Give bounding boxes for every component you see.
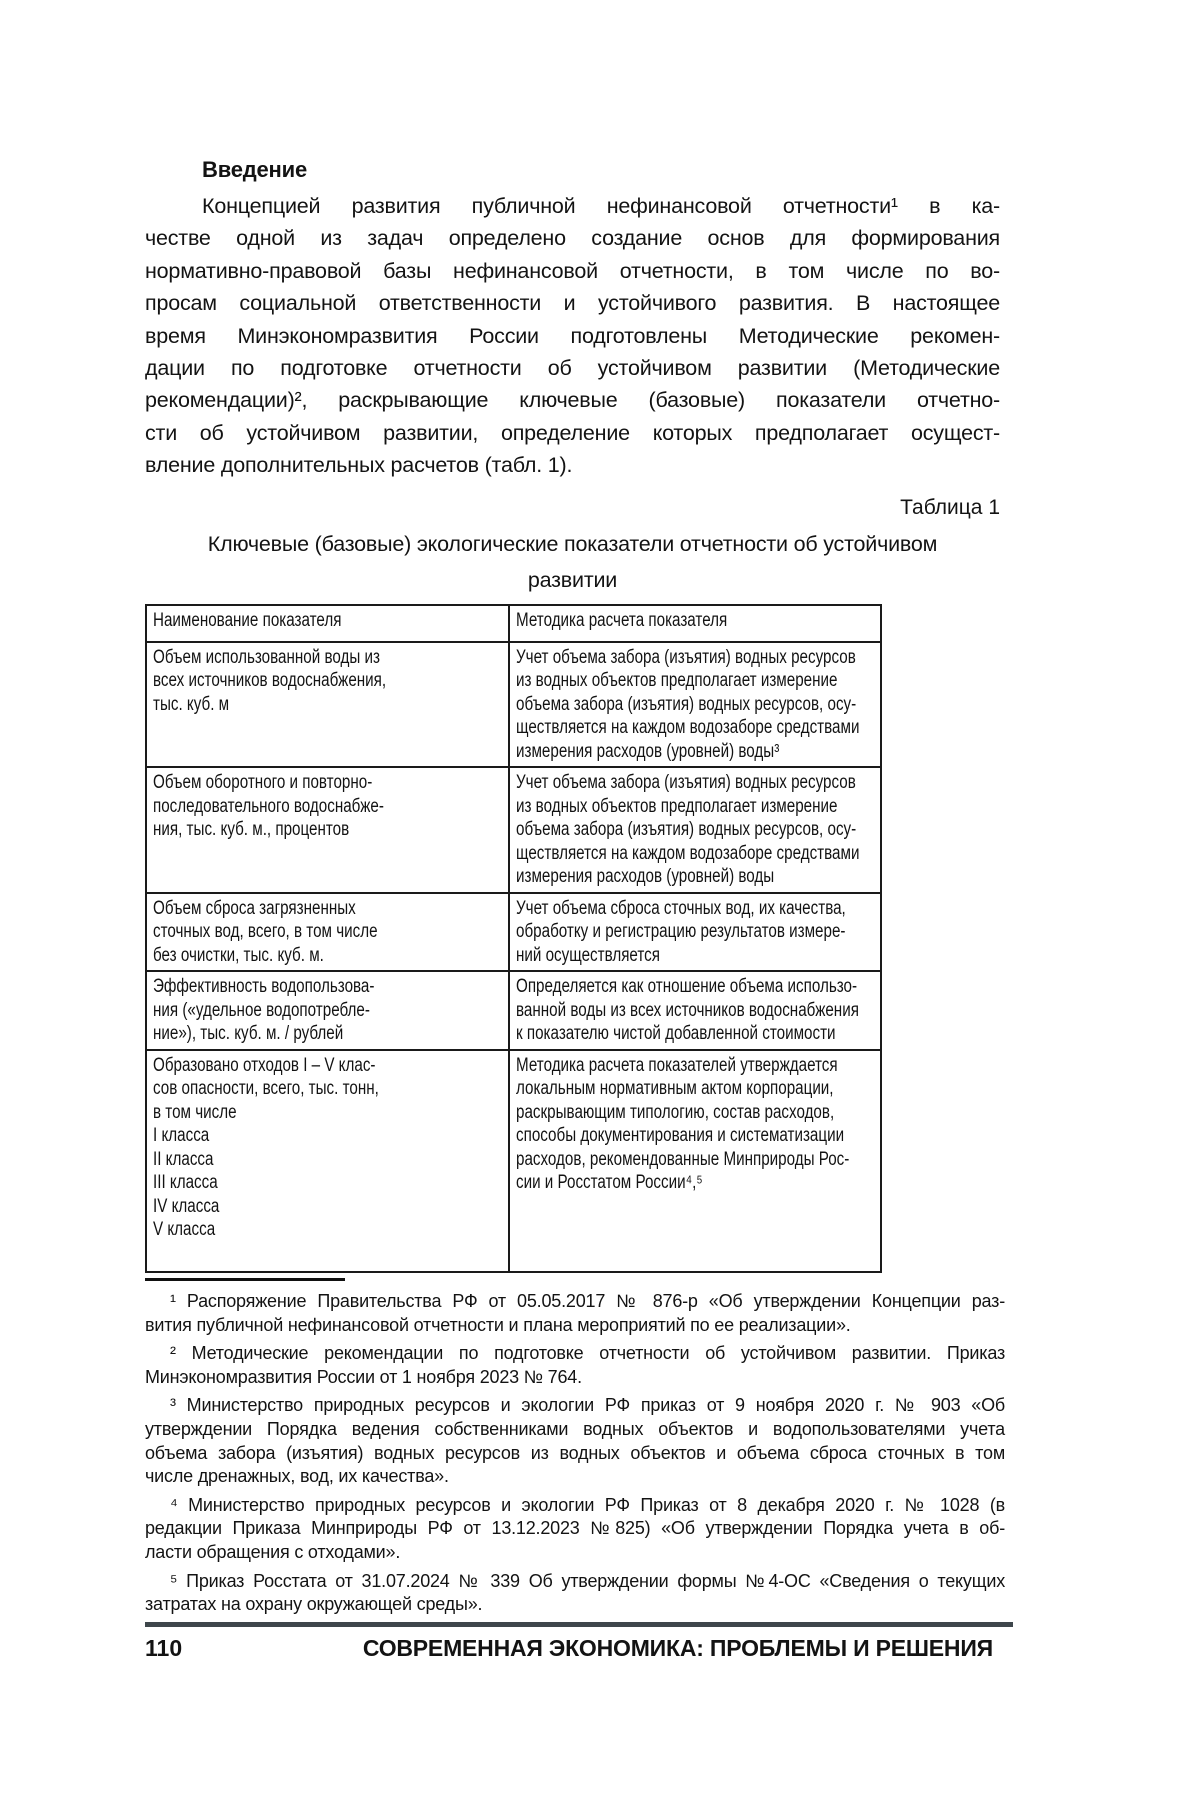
row-2-name-cell: Объем оборотного и повторно- последовательного водоснабже- ния, тыс. куб. м., процентов (146, 767, 509, 893)
paragraph-line: просам социальной ответственности и устойчивого развития. В настоящее (145, 291, 1000, 316)
paragraph-line: рекомендации)², раскрывающие ключевые (базовые) показатели отчетно- (145, 388, 1000, 413)
footnote-line: затратах на охрану окружающей среды». (145, 1594, 483, 1615)
footnote-line: Минэкономразвития России от 1 ноября 2023 № 764. (145, 1366, 582, 1387)
footnote-4 (145, 1494, 1005, 1565)
footnote-line: ⁵ Приказ Росстата от 31.07.2024 № 339 Об утверждении формы №4-ОС «Сведения о текущих (170, 1570, 1005, 1591)
footnote-line: утверждении Порядка ведения собственниками водных объектов и водопользователями учета (145, 1418, 1005, 1439)
footnote-line: ⁴ Министерство природных ресурсов и экологии РФ Приказ от 8 декабря 2020 г. № 1028 (в (170, 1494, 1005, 1515)
footnote-1 (145, 1290, 1005, 1337)
paragraph-line: нормативно-правовой базы нефинансовой отчетности, в том числе по во- (145, 258, 1000, 283)
paragraph-line: сти об устойчивом развитии, определение которых предполагает осущест- (145, 420, 1000, 445)
table-row (146, 893, 881, 972)
footnotes-section (145, 1278, 1005, 1622)
paragraph-line: честве одной из задач определено создание основ для формирования (145, 226, 1000, 251)
row-1-name-cell: Объем использованной воды из всех источников водоснабжения, тыс. куб. м (146, 642, 509, 768)
col-header-indicator-name: Наименование показателя (146, 605, 509, 642)
indicators-table (145, 604, 882, 1273)
intro-paragraph (145, 190, 1000, 482)
page-footer (145, 1633, 1013, 1663)
page-number: 110 (145, 1635, 183, 1661)
footnote-line: ¹ Распоряжение Правительства РФ от 05.05.2017 № 876-р «Об утверждении Концепции раз- (170, 1291, 1005, 1311)
footnote-line: объема забора (изъятия) водных ресурсов из водных объектов и объема сброса сточных в том (145, 1442, 1005, 1463)
row-5-method-cell: Методика расчета показателей утверждается локальным нормативным актом корпорации, раскрывающим типологию, состав расходов, способы документирования и систематизации расходов, рекомендованные Минприроды Рос- сии и Росстатом России⁴,⁵ (509, 1050, 881, 1272)
main-content (145, 154, 1000, 1273)
row-2-method-cell: Учет объема забора (изъятия) водных ресурсов из водных объектов предполагает измерение объема забора (изъятия) водных ресурсов, осу- ществляется на каждом водозаборе средствами измерения расходов (уровней) воды (509, 767, 881, 893)
row-3-method-cell: Учет объема сброса сточных вод, их качества, обработку и регистрацию результатов измере- ний осуществляется (509, 893, 881, 972)
footnote-line: вития публичной нефинансовой отчетности и плана мероприятий по ее реализации». (145, 1314, 851, 1335)
table-row (146, 767, 881, 893)
row-1-method-cell: Учет объема забора (изъятия) водных ресурсов из водных объектов предполагает измерение объема забора (изъятия) водных ресурсов, осу- ществляется на каждом водозаборе средствами измерения расходов (уровней) воды³ (509, 642, 881, 768)
footnote-line: числе дренажных, вод, их качества». (145, 1466, 449, 1487)
table-label: Таблица 1 (900, 495, 1000, 519)
col-header-calculation-method: Методика расчета показателя (509, 605, 881, 642)
paragraph-line: дации по подготовке отчетности об устойчивом развитии (Методические (145, 356, 1000, 381)
table-row (146, 971, 881, 1050)
footnote-divider (145, 1278, 345, 1281)
row-4-name-cell: Эффективность водопользова- ния («удельное водопотребле- ние»), тыс. куб. м. / рублей (146, 971, 509, 1050)
footnote-2 (145, 1342, 1005, 1389)
footnote-5 (145, 1570, 1005, 1617)
paragraph-line: вление дополнительных расчетов (табл. 1). (145, 453, 573, 478)
footer-rule (145, 1622, 1013, 1627)
table-row (146, 1050, 881, 1272)
row-5-name-cell: Образовано отходов I – V клас- сов опасности, всего, тыс. тонн, в том числе I класса II класса III класса IV класса V класса (146, 1050, 509, 1272)
paragraph-line: Концепцией развития публичной нефинансовой отчетности¹ в ка- (202, 194, 1000, 218)
row-4-method-cell: Определяется как отношение объема использо- ванной воды из всех источников водоснабжения к показателю чистой добавленной стоимости (509, 971, 881, 1050)
footnote-line: редакции Приказа Минприроды РФ от 13.12.2023 №825) «Об утверждении Порядка учета в об- (145, 1518, 1005, 1539)
footnote-line: ² Методические рекомендации по подготовке отчетности об устойчивом развитии. Приказ (170, 1343, 1005, 1364)
footnote-line: ³ Министерство природных ресурсов и экологии РФ приказ от 9 ноября 2020 г. № 903 «Об (170, 1395, 1005, 1416)
table-row (146, 642, 881, 768)
footnote-3 (145, 1394, 1005, 1488)
footnote-line: ласти обращения с отходами». (145, 1541, 401, 1562)
section-title: Введение (202, 157, 308, 182)
row-3-name-cell: Объем сброса загрязненных сточных вод, всего, в том числе без очистки, тыс. куб. м. (146, 893, 509, 972)
paragraph-line: время Минэкономразвития России подготовлены Методические рекомен- (145, 323, 1000, 348)
journal-title: СОВРЕМЕННАЯ ЭКОНОМИКА: ПРОБЛЕМЫ И РЕШЕНИЯ (362, 1635, 993, 1661)
table-caption: Ключевые (базовые) экологические показатели отчетности об устойчивом развитии (207, 531, 938, 592)
table-header-row (146, 605, 881, 642)
